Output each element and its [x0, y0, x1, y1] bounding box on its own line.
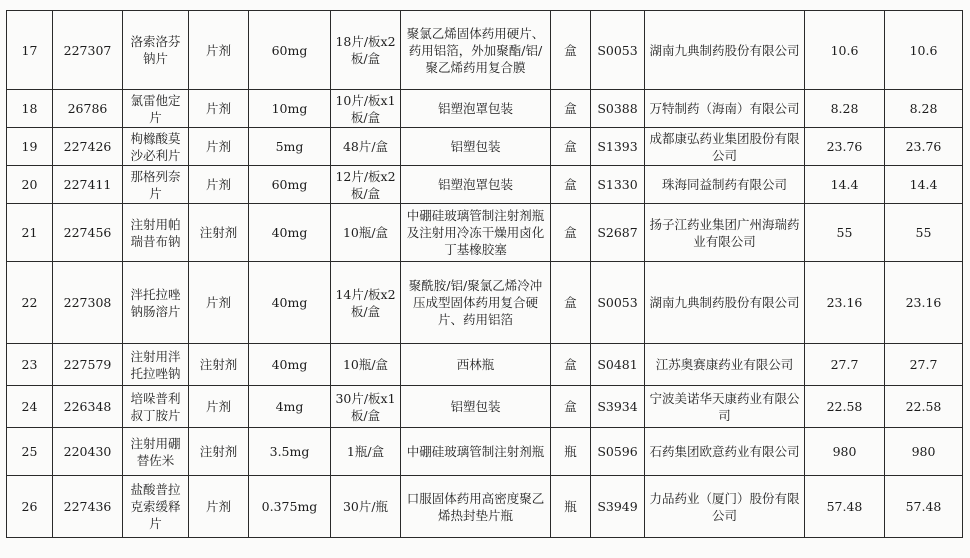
row-number-cell: 19 [7, 128, 53, 166]
drug-name-cell: 枸橼酸莫沙必利片 [123, 128, 189, 166]
drug-name-cell: 泮托拉唑钠肠溶片 [123, 262, 189, 344]
company-id-cell: S1393 [591, 128, 645, 166]
dosage-form-cell: 注射剂 [189, 344, 249, 386]
unit-cell: 盒 [551, 128, 591, 166]
specification-cell: 3.5mg [249, 428, 331, 476]
unit-cell: 盒 [551, 344, 591, 386]
packaging-material-cell: 口服固体药用高密度聚乙烯热封垫片瓶 [401, 476, 551, 538]
specification-cell: 60mg [249, 11, 331, 90]
packaging-quantity-cell: 10瓶/盒 [331, 344, 401, 386]
packaging-quantity-cell: 48片/盒 [331, 128, 401, 166]
dosage-form-cell: 注射剂 [189, 204, 249, 262]
drug-name-cell: 洛索洛芬钠片 [123, 11, 189, 90]
drug-name-cell: 注射用帕瑞昔布钠 [123, 204, 189, 262]
packaging-quantity-cell: 30片/板x1板/盒 [331, 386, 401, 428]
company-id-cell: S0388 [591, 90, 645, 128]
company-id-cell: S3934 [591, 386, 645, 428]
packaging-material-cell: 铝塑泡罩包装 [401, 166, 551, 204]
packaging-material-cell: 聚酰胺/铝/聚氯乙烯冷冲压成型固体药用复合硬片、药用铝箔 [401, 262, 551, 344]
company-id-cell: S0053 [591, 262, 645, 344]
packaging-material-cell: 铝塑泡罩包装 [401, 90, 551, 128]
price-cell: 55 [805, 204, 885, 262]
manufacturer-cell: 江苏奥赛康药业有限公司 [645, 344, 805, 386]
price-cell: 14.4 [805, 166, 885, 204]
drug-name-cell: 培哚普利叔丁胺片 [123, 386, 189, 428]
manufacturer-cell: 湖南九典制药股份有限公司 [645, 11, 805, 90]
packaging-quantity-cell: 14片/板x2板/盒 [331, 262, 401, 344]
price-cell-2: 55 [885, 204, 963, 262]
manufacturer-cell: 扬子江药业集团广州海瑞药业有限公司 [645, 204, 805, 262]
unit-cell: 盒 [551, 262, 591, 344]
price-cell-2: 10.6 [885, 11, 963, 90]
manufacturer-cell: 珠海同益制药有限公司 [645, 166, 805, 204]
packaging-quantity-cell: 12片/板x2板/盒 [331, 166, 401, 204]
drug-price-table [6, 10, 963, 538]
drug-name-cell: 盐酸普拉克索缓释片 [123, 476, 189, 538]
packaging-quantity-cell: 30片/瓶 [331, 476, 401, 538]
drug-name-cell: 那格列奈片 [123, 166, 189, 204]
unit-cell: 瓶 [551, 476, 591, 538]
drug-code-cell: 227579 [53, 344, 123, 386]
dosage-form-cell: 片剂 [189, 166, 249, 204]
drug-name-cell: 注射用泮托拉唑钠 [123, 344, 189, 386]
packaging-quantity-cell: 10瓶/盒 [331, 204, 401, 262]
packaging-material-cell: 中硼硅玻璃管制注射剂瓶 [401, 428, 551, 476]
packaging-material-cell: 铝塑包装 [401, 386, 551, 428]
packaging-quantity-cell: 1瓶/盒 [331, 428, 401, 476]
manufacturer-cell: 万特制药（海南）有限公司 [645, 90, 805, 128]
drug-code-cell: 227436 [53, 476, 123, 538]
drug-code-cell: 26786 [53, 90, 123, 128]
drug-name-cell: 氯雷他定片 [123, 90, 189, 128]
packaging-material-cell: 中硼硅玻璃管制注射剂瓶及注射用冷冻干燥用卤化丁基橡胶塞 [401, 204, 551, 262]
drug-name-cell: 注射用硼替佐米 [123, 428, 189, 476]
dosage-form-cell: 片剂 [189, 11, 249, 90]
specification-cell: 4mg [249, 386, 331, 428]
specification-cell: 60mg [249, 166, 331, 204]
specification-cell: 5mg [249, 128, 331, 166]
unit-cell: 盒 [551, 90, 591, 128]
price-cell-2: 23.76 [885, 128, 963, 166]
dosage-form-cell: 注射剂 [189, 428, 249, 476]
company-id-cell: S0053 [591, 11, 645, 90]
table-row [7, 428, 963, 476]
price-cell-2: 14.4 [885, 166, 963, 204]
price-cell-2: 8.28 [885, 90, 963, 128]
table-row [7, 476, 963, 538]
company-id-cell: S0596 [591, 428, 645, 476]
price-cell: 22.58 [805, 386, 885, 428]
drug-code-cell: 226348 [53, 386, 123, 428]
dosage-form-cell: 片剂 [189, 262, 249, 344]
price-cell: 23.76 [805, 128, 885, 166]
specification-cell: 10mg [249, 90, 331, 128]
unit-cell: 盒 [551, 166, 591, 204]
table-row [7, 344, 963, 386]
packaging-quantity-cell: 18片/板x2板/盒 [331, 11, 401, 90]
drug-code-cell: 227307 [53, 11, 123, 90]
packaging-material-cell: 聚氯乙烯固体药用硬片、药用铝箔，外加聚酯/铝/聚乙烯药用复合膜 [401, 11, 551, 90]
packaging-material-cell: 西林瓶 [401, 344, 551, 386]
specification-cell: 0.375mg [249, 476, 331, 538]
unit-cell: 盒 [551, 11, 591, 90]
price-cell: 10.6 [805, 11, 885, 90]
specification-cell: 40mg [249, 204, 331, 262]
manufacturer-cell: 力品药业（厦门）股份有限公司 [645, 476, 805, 538]
price-cell-2: 980 [885, 428, 963, 476]
row-number-cell: 22 [7, 262, 53, 344]
dosage-form-cell: 片剂 [189, 128, 249, 166]
table-row [7, 386, 963, 428]
price-cell: 57.48 [805, 476, 885, 538]
unit-cell: 瓶 [551, 428, 591, 476]
row-number-cell: 20 [7, 166, 53, 204]
table-row [7, 11, 963, 90]
packaging-material-cell: 铝塑包装 [401, 128, 551, 166]
dosage-form-cell: 片剂 [189, 476, 249, 538]
row-number-cell: 21 [7, 204, 53, 262]
table-row [7, 90, 963, 128]
company-id-cell: S3949 [591, 476, 645, 538]
company-id-cell: S2687 [591, 204, 645, 262]
price-cell: 980 [805, 428, 885, 476]
price-cell-2: 22.58 [885, 386, 963, 428]
table-row [7, 204, 963, 262]
company-id-cell: S1330 [591, 166, 645, 204]
specification-cell: 40mg [249, 262, 331, 344]
manufacturer-cell: 成都康弘药业集团股份有限公司 [645, 128, 805, 166]
price-cell-2: 23.16 [885, 262, 963, 344]
drug-code-cell: 220430 [53, 428, 123, 476]
manufacturer-cell: 石药集团欧意药业有限公司 [645, 428, 805, 476]
table-row [7, 128, 963, 166]
packaging-quantity-cell: 10片/板x1板/盒 [331, 90, 401, 128]
price-cell-2: 57.48 [885, 476, 963, 538]
company-id-cell: S0481 [591, 344, 645, 386]
manufacturer-cell: 宁波美诺华天康药业有限公司 [645, 386, 805, 428]
row-number-cell: 17 [7, 11, 53, 90]
table-row [7, 166, 963, 204]
row-number-cell: 24 [7, 386, 53, 428]
unit-cell: 盒 [551, 204, 591, 262]
drug-code-cell: 227411 [53, 166, 123, 204]
price-cell-2: 27.7 [885, 344, 963, 386]
row-number-cell: 18 [7, 90, 53, 128]
table-row [7, 262, 963, 344]
dosage-form-cell: 片剂 [189, 90, 249, 128]
price-cell: 8.28 [805, 90, 885, 128]
row-number-cell: 25 [7, 428, 53, 476]
price-cell: 27.7 [805, 344, 885, 386]
price-cell: 23.16 [805, 262, 885, 344]
row-number-cell: 23 [7, 344, 53, 386]
row-number-cell: 26 [7, 476, 53, 538]
drug-code-cell: 227456 [53, 204, 123, 262]
specification-cell: 40mg [249, 344, 331, 386]
dosage-form-cell: 片剂 [189, 386, 249, 428]
manufacturer-cell: 湖南九典制药股份有限公司 [645, 262, 805, 344]
unit-cell: 盒 [551, 386, 591, 428]
drug-code-cell: 227308 [53, 262, 123, 344]
drug-code-cell: 227426 [53, 128, 123, 166]
